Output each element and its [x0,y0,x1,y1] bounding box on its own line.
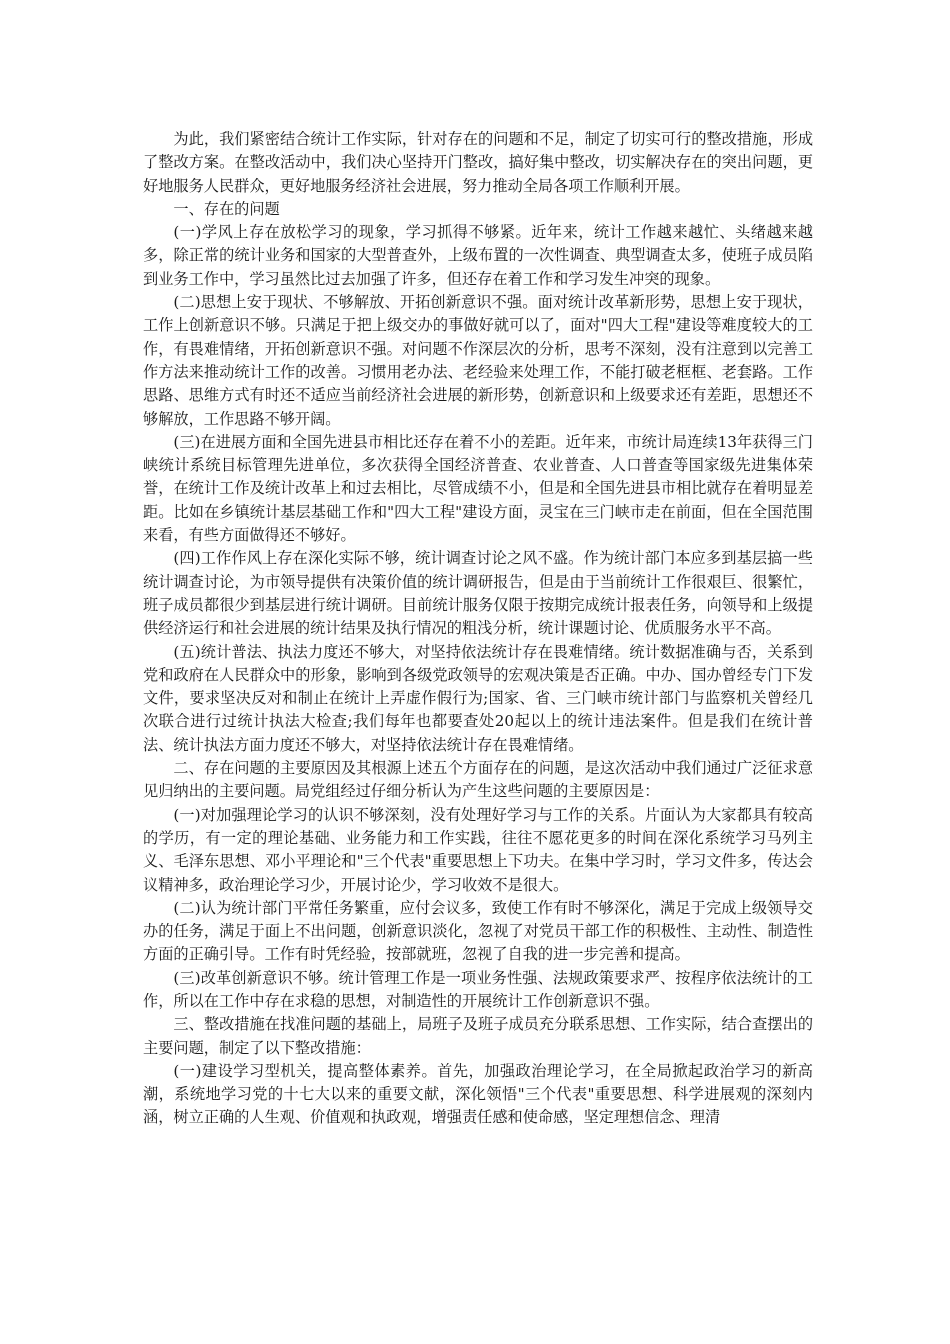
paragraph-problem-3: (三)在进展方面和全国先进县市相比还存在着不小的差距。近年来，市统计局连续13年获得三门峡统计系统目标管理先进单位，多次获得全国经济普查、农业普查、人口普查等国家级先进集体荣誉，在统计工作及统计改革上和过去相比，尽管成绩不小，但是和全国先进县市相比就存在着明显差距。比如在乡镇统计基层基础工作和"四大工程"建设方面，灵宝在三门峡市走在前面，但在全国范围来看，有些方面做得还不够好。 [143,432,813,545]
paragraph-measures-intro: 三、整改措施在找准问题的基础上，局班子及班子成员充分联系思想、工作实际，结合查摆出的主要问题，制定了以下整改措施： [143,1015,813,1057]
document-body [143,128,813,1130]
paragraph-cause-2: (二)认为统计部门平常任务繁重，应付会议多，致使工作有时不够深化，满足于完成上级领导交办的任务，满足于面上不出问题，创新意识淡化，忽视了对党员干部工作的积极性、主动性、制造性方面的正确引导。工作有时凭经验，按部就班，忽视了自我的进一步完善和提高。 [143,898,813,964]
section-heading-problems: 一、存在的问题 [173,199,280,218]
paragraph-cause-1: (一)对加强理论学习的认识不够深刻，没有处理好学习与工作的关系。片面认为大家都具有较高的学历，有一定的理论基础、业务能力和工作实践，往往不愿花更多的时间在深化系统学习马列主义、毛泽东思想、邓小平理论和"三个代表"重要思想上下功夫。在集中学习时，学习文件多，传达会议精神多，政治理论学习少，开展讨论少，学习收效不是很大。 [143,805,813,894]
paragraph-measure-1: (一)建设学习型机关，提高整体素养。首先，加强政治理论学习，在全局掀起政治学习的新高潮，系统地学习党的十七大以来的重要文献，深化领悟"三个代表"重要思想、科学进展观的深刻内涵，树立正确的人生观、价值观和执政观，增强责任感和使命感，坚定理想信念、理清 [143,1061,813,1127]
paragraph-cause-3: (三)改革创新意识不够。统计管理工作是一项业务性强、法规政策要求严、按程序依法统计的工作，所以在工作中存在求稳的思想，对制造性的开展统计工作创新意识不强。 [143,968,813,1010]
paragraph-causes-intro: 二、存在问题的主要原因及其根源上述五个方面存在的问题，是这次活动中我们通过广泛征求意见归纳出的主要问题。局党组经过仔细分析认为产生这些问题的主要原因是： [143,759,813,801]
paragraph-problem-4: (四)工作作风上存在深化实际不够，统计调查讨论之风不盛。作为统计部门本应多到基层搞一些统计调查讨论，为市领导提供有决策价值的统计调研报告，但是由于当前统计工作很艰巨、很繁忙，班子成员都很少到基层进行统计调研。目前统计服务仅限于按期完成统计报表任务，向领导和上级提供经济运行和社会进展的统计结果及执行情况的粗浅分析，统计课题讨论、优质服务水平不高。 [143,549,813,638]
paragraph-problem-5: (五)统计普法、执法力度还不够大，对坚持依法统计存在畏难情绪。统计数据准确与否，关系到党和政府在人民群众中的形象，影响到各级党政领导的宏观决策是否正确。中办、国办曾经专门下发文件，要求坚决反对和制止在统计上弄虚作假行为;国家、省、三门峡市统计部门与监察机关曾经几次联合进行过统计执法大检查;我们每年也都要查处20起以上的统计违法案件。但是我们在统计普法、统计执法方面力度还不够大，对坚持依法统计存在畏难情绪。 [143,642,813,754]
paragraph-problem-1: (一)学风上存在放松学习的现象，学习抓得不够紧。近年来，统计工作越来越忙、头绪越来越多，除正常的统计业务和国家的大型普查外，上级布置的一次性调查、典型调查太多，使班子成员陷到业务工作中，学习虽然比过去加强了许多，但还存在着工作和学习发生冲突的现象。 [143,223,813,288]
paragraph-intro: 为此，我们紧密结合统计工作实际，针对存在的问题和不足，制定了切实可行的整改措施，形成了整改方案。在整改活动中，我们决心坚持开门整改，搞好集中整改，切实解决存在的突出问题，更好地服务人民群众，更好地服务经济社会进展，努力推动全局各项工作顺利开展。 [143,130,813,195]
paragraph-problem-2: (二)思想上安于现状、不够解放、开拓创新意识不强。面对统计改革新形势，思想上安于现状，工作上创新意识不够。只满足于把上级交办的事做好就可以了，面对"四大工程"建设等难度较大的工作，有畏难情绪，开拓创新意识不强。对问题不作深层次的分析，思考不深刻，没有注意到以完善工作方法来推动统计工作的改善。习惯用老办法、老经验来处理工作，不能打破老框框、老套路。工作思路、思维方式有时还不适应当前经济社会进展的新形势，创新意识和上级要求还有差距，思想还不够解放，工作思路不够开阔。 [143,293,813,428]
